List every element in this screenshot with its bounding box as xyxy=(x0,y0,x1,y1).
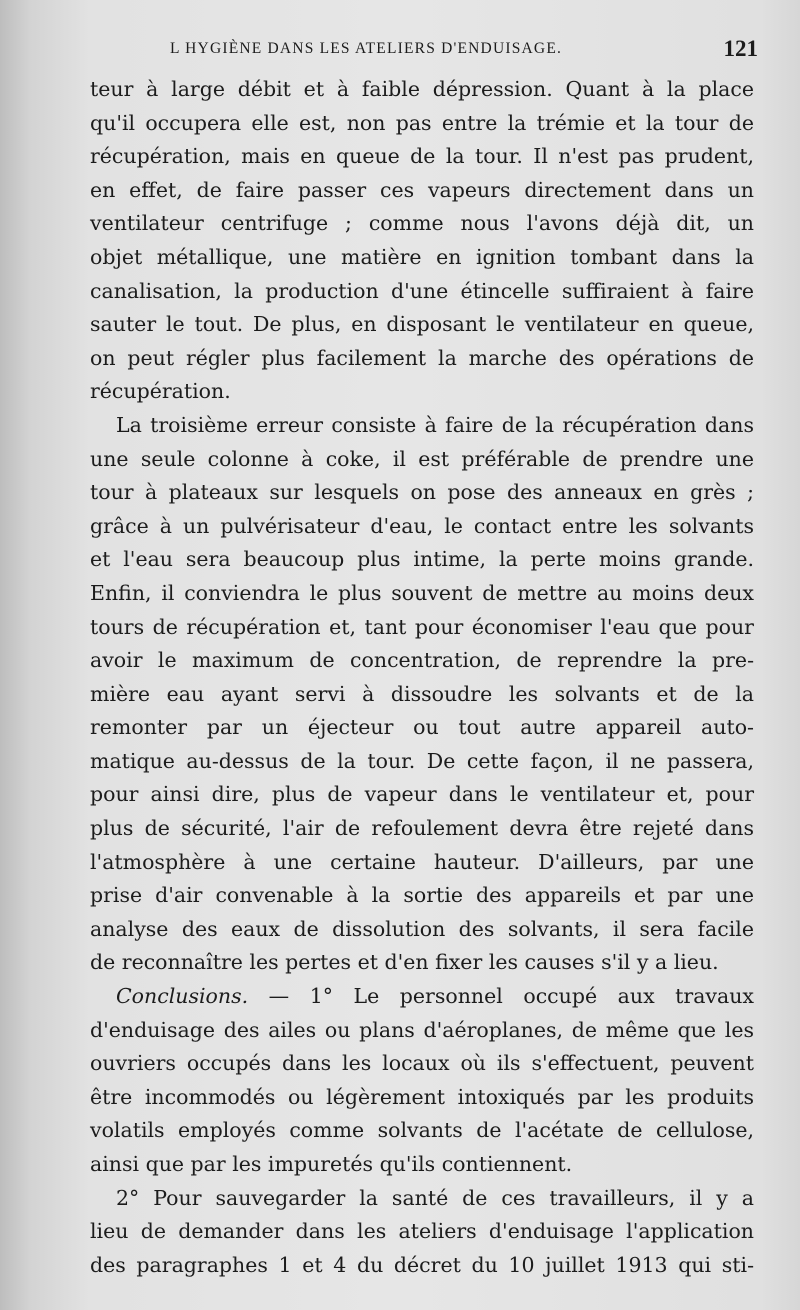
conclusions-heading: Conclusions. xyxy=(116,984,249,1009)
paragraph-start-line: 2° Pour sauvegarder la santé de ces travailleurs, il y a xyxy=(116,1185,754,1210)
text-line: une seule colonne à coke, il est préférable de prendre une xyxy=(90,446,754,471)
text-line: tours de récupération et, tant pour économiser l'eau que pour xyxy=(90,614,754,639)
body-text xyxy=(90,73,754,1282)
running-head: L HYGIÈNE DANS LES ATELIERS D'ENDUISAGE. xyxy=(170,40,563,57)
text-line: mière eau ayant servi à dissoudre les solvants et de la xyxy=(90,681,754,706)
text-line: qu'il occupera elle est, non pas entre la trémie et la tour de xyxy=(90,110,754,135)
text-line: remonter par un éjecteur ou tout autre appareil auto- xyxy=(90,715,754,740)
text-line: objet métallique, une matière en ignition tombant dans la xyxy=(90,244,754,269)
text-line: sauter le tout. De plus, en disposant le ventilateur en queue, xyxy=(90,312,754,337)
conclusions-first-line xyxy=(90,980,754,1014)
text-line: récupération. xyxy=(90,379,231,404)
text-line: plus de sécurité, l'air de refoulement devra être rejeté dans xyxy=(90,816,754,841)
text-line: on peut régler plus facilement la marche des opérations de xyxy=(90,345,754,370)
text-line: ainsi que par les impuretés qu'ils contiennent. xyxy=(90,1152,573,1176)
text-line: l'atmosphère à une certaine hauteur. D'ailleurs, par une xyxy=(90,849,754,874)
text-line: analyse des eaux de dissolution des solvants, il sera facile xyxy=(90,916,754,941)
text-line: lieu de demander dans les ateliers d'enduisage l'application xyxy=(90,1219,754,1244)
text-line: en effet, de faire passer ces vapeurs directement dans un xyxy=(90,177,754,202)
text-line: ventilateur centrifuge ; comme nous l'avons déjà dit, un xyxy=(90,211,754,236)
text-line: pour ainsi dire, plus de vapeur dans le ventilateur et, pour xyxy=(90,782,754,807)
page-number: 121 xyxy=(723,36,758,61)
text-line: tour à plateaux sur lesquels on pose des anneaux en grès ; xyxy=(90,480,754,505)
text-line: teur à large débit et à faible dépression. Quant à la place xyxy=(90,77,754,101)
text-line: de reconnaître les pertes et d'en fixer les causes s'il y a lieu. xyxy=(90,950,719,975)
text-line: grâce à un pulvérisateur d'eau, le contact entre les solvants xyxy=(90,513,754,538)
text-line: des paragraphes 1 et 4 du décret du 10 juillet 1913 qui sti- xyxy=(90,1252,754,1277)
text-line: Enfin, il conviendra le plus souvent de mettre au moins deux xyxy=(90,580,754,605)
text-line: d'enduisage des ailes ou plans d'aéroplanes, de même que les xyxy=(90,1017,754,1042)
text-line: être incommodés ou légèrement intoxiqués par les produits xyxy=(90,1084,754,1109)
text-line: récupération, mais en queue de la tour. Il n'est pas prudent, xyxy=(90,144,754,169)
text-line: ouvriers occupés dans les locaux où ils s'effectuent, peuvent xyxy=(90,1051,754,1076)
page-header xyxy=(170,38,758,66)
text-line: volatils employés comme solvants de l'acétate de cellulose, xyxy=(90,1118,754,1143)
text-line: matique au-dessus de la tour. De cette façon, il ne passera, xyxy=(90,748,754,773)
text-line: et l'eau sera beaucoup plus intime, la perte moins grande. xyxy=(90,547,754,572)
text-line: canalisation, la production d'une étincelle suffiraient à faire xyxy=(90,278,754,303)
text-line: avoir le maximum de concentration, de reprendre la pre- xyxy=(90,648,754,673)
text-line: prise d'air convenable à la sortie des appareils et par une xyxy=(90,883,754,908)
paragraph-start-line: La troisième erreur consiste à faire de la récupération dans xyxy=(116,412,754,437)
conclusions-first-line-text: — 1° Le personnel occupé aux travaux xyxy=(248,984,754,1009)
